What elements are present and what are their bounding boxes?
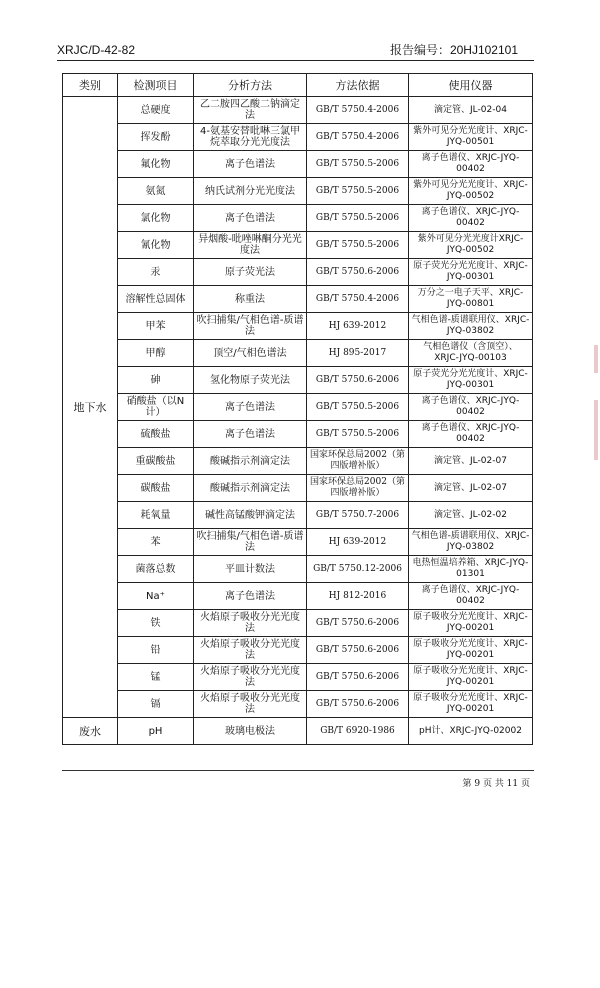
item-cell: 铅 <box>118 637 194 664</box>
item-cell: pH <box>118 718 194 745</box>
basis-cell: GB/T 5750.5-2006 <box>307 394 409 421</box>
method-cell: 吹扫捕集/气相色谱-质谱法 <box>194 313 307 340</box>
table-row <box>63 151 533 178</box>
table-row <box>63 340 533 367</box>
basis-cell: GB/T 5750.5-2006 <box>307 232 409 259</box>
item-cell: 砷 <box>118 367 194 394</box>
item-cell: 碳酸盐 <box>118 475 194 502</box>
basis-cell: 国家环保总局2002（第四版增补版） <box>307 475 409 502</box>
header-item: 检测项目 <box>118 74 194 97</box>
method-cell: 原子荧光法 <box>194 259 307 286</box>
scan-edge-mark <box>594 345 598 373</box>
instrument-cell: 离子色谱仪、XRJC-JYQ-00402 <box>409 583 533 610</box>
basis-cell: GB/T 5750.6-2006 <box>307 367 409 394</box>
table-row <box>63 610 533 637</box>
method-cell: 离子色谱法 <box>194 151 307 178</box>
basis-cell: GB/T 5750.4-2006 <box>307 97 409 124</box>
table-row <box>63 313 533 340</box>
basis-cell: GB/T 5750.5-2006 <box>307 421 409 448</box>
instrument-cell: 万分之一电子天平、XRJC-JYQ-00801 <box>409 286 533 313</box>
basis-cell: GB/T 5750.5-2006 <box>307 178 409 205</box>
method-cell: 乙二胺四乙酸二钠滴定法 <box>194 97 307 124</box>
table-row <box>63 232 533 259</box>
header-instrument: 使用仪器 <box>409 74 533 97</box>
method-cell: 火焰原子吸收分光光度法 <box>194 691 307 718</box>
table-row <box>63 367 533 394</box>
scan-edge-mark <box>594 400 598 460</box>
item-cell: 耗氧量 <box>118 502 194 529</box>
instrument-cell: 原子吸收分光光度计、XRJC-JYQ-00201 <box>409 610 533 637</box>
table-row <box>63 421 533 448</box>
method-cell: 称重法 <box>194 286 307 313</box>
document-code: XRJC/D-42-82 <box>57 43 136 57</box>
basis-cell: GB/T 5750.6-2006 <box>307 637 409 664</box>
item-cell: Na⁺ <box>118 583 194 610</box>
table-row <box>63 124 533 151</box>
method-cell: 4-氨基安替吡啉三氯甲烷萃取分光光度法 <box>194 124 307 151</box>
method-cell: 异烟酸-吡唑啉酮分光光度法 <box>194 232 307 259</box>
instrument-cell: pH计、XRJC-JYQ-02002 <box>409 718 533 745</box>
basis-cell: GB/T 5750.7-2006 <box>307 502 409 529</box>
item-cell: 硫酸盐 <box>118 421 194 448</box>
method-table <box>62 73 533 745</box>
header-basis: 方法依据 <box>307 74 409 97</box>
item-cell: 重碳酸盐 <box>118 448 194 475</box>
page-number: 第 9 页 共 11 页 <box>462 779 530 789</box>
header-divider <box>57 60 534 61</box>
category-cell: 废水 <box>63 718 118 745</box>
instrument-cell: 电热恒温培养箱、XRJC-JYQ-01301 <box>409 556 533 583</box>
instrument-cell: 原子荧光分光光度计、XRJC-JYQ-00301 <box>409 367 533 394</box>
instrument-cell: 滴定管、JL-02-02 <box>409 502 533 529</box>
table-row <box>63 97 533 124</box>
instrument-cell: 原子吸收分光光度计、XRJC-JYQ-00201 <box>409 664 533 691</box>
method-cell: 离子色谱法 <box>194 205 307 232</box>
instrument-cell: 离子色谱仪、XRJC-JYQ-00402 <box>409 394 533 421</box>
header-method: 分析方法 <box>194 74 307 97</box>
method-cell: 碱性高锰酸钾滴定法 <box>194 502 307 529</box>
instrument-cell: 气相色谱-质谱联用仪、XRJC-JYQ-03802 <box>409 529 533 556</box>
basis-cell: GB/T 5750.12-2006 <box>307 556 409 583</box>
table-row <box>63 394 533 421</box>
item-cell: 苯 <box>118 529 194 556</box>
table-row <box>63 556 533 583</box>
method-cell: 离子色谱法 <box>194 394 307 421</box>
instrument-cell: 紫外可见分光光度计、XRJC-JYQ-00501 <box>409 124 533 151</box>
item-cell: 甲醇 <box>118 340 194 367</box>
method-cell: 纳氏试剂分光光度法 <box>194 178 307 205</box>
instrument-cell: 滴定管、JL-02-04 <box>409 97 533 124</box>
header-category: 类别 <box>63 74 118 97</box>
method-cell: 酸碱指示剂滴定法 <box>194 448 307 475</box>
instrument-cell: 原子吸收分光光度计、XRJC-JYQ-00201 <box>409 691 533 718</box>
instrument-cell: 离子色谱仪、XRJC-JYQ-00402 <box>409 151 533 178</box>
item-cell: 挥发酚 <box>118 124 194 151</box>
table-row <box>63 529 533 556</box>
instrument-cell: 离子色谱仪、XRJC-JYQ-00402 <box>409 421 533 448</box>
method-cell: 平皿计数法 <box>194 556 307 583</box>
method-cell: 火焰原子吸收分光光度法 <box>194 637 307 664</box>
item-cell: 氰化物 <box>118 232 194 259</box>
basis-cell: GB/T 5750.5-2006 <box>307 205 409 232</box>
instrument-cell: 紫外可见分光光度计XRJC-JYQ-00502 <box>409 232 533 259</box>
basis-cell: GB/T 5750.6-2006 <box>307 664 409 691</box>
basis-cell: HJ 895-2017 <box>307 340 409 367</box>
basis-cell: GB/T 5750.5-2006 <box>307 151 409 178</box>
basis-cell: GB/T 5750.6-2006 <box>307 691 409 718</box>
basis-cell: HJ 639-2012 <box>307 313 409 340</box>
item-cell: 甲苯 <box>118 313 194 340</box>
table-row <box>63 286 533 313</box>
table-row <box>63 178 533 205</box>
category-cell: 地下水 <box>63 97 118 718</box>
item-cell: 铁 <box>118 610 194 637</box>
instrument-cell: 离子色谱仪、XRJC-JYQ-00402 <box>409 205 533 232</box>
table-row <box>63 637 533 664</box>
method-cell: 吹扫捕集/气相色谱-质谱法 <box>194 529 307 556</box>
item-cell: 氟化物 <box>118 151 194 178</box>
item-cell: 汞 <box>118 259 194 286</box>
table-row <box>63 664 533 691</box>
report-number: 报告编号：20HJ102101 <box>389 43 518 57</box>
method-cell: 玻璃电极法 <box>194 718 307 745</box>
item-cell: 溶解性总固体 <box>118 286 194 313</box>
instrument-cell: 气相色谱仪（含顶空）、XRJC-JYQ-00103 <box>409 340 533 367</box>
instrument-cell: 滴定管、JL-02-07 <box>409 475 533 502</box>
basis-cell: GB/T 5750.6-2006 <box>307 259 409 286</box>
item-cell: 总硬度 <box>118 97 194 124</box>
instrument-cell: 滴定管、JL-02-07 <box>409 448 533 475</box>
basis-cell: GB/T 5750.4-2006 <box>307 286 409 313</box>
item-cell: 菌落总数 <box>118 556 194 583</box>
method-cell: 酸碱指示剂滴定法 <box>194 475 307 502</box>
item-cell: 锰 <box>118 664 194 691</box>
basis-cell: 国家环保总局2002（第四版增补版） <box>307 448 409 475</box>
method-cell: 火焰原子吸收分光光度法 <box>194 610 307 637</box>
item-cell: 氯化物 <box>118 205 194 232</box>
instrument-cell: 气相色谱-质谱联用仪、XRJC-JYQ-03802 <box>409 313 533 340</box>
footer-divider <box>62 770 534 771</box>
method-cell: 离子色谱法 <box>194 421 307 448</box>
item-cell: 镉 <box>118 691 194 718</box>
table-row <box>63 205 533 232</box>
method-cell: 顶空/气相色谱法 <box>194 340 307 367</box>
method-cell: 离子色谱法 <box>194 583 307 610</box>
basis-cell: HJ 639-2012 <box>307 529 409 556</box>
item-cell: 硝酸盐（以N计） <box>118 394 194 421</box>
instrument-cell: 原子吸收分光光度计、XRJC-JYQ-00201 <box>409 637 533 664</box>
basis-cell: GB/T 5750.4-2006 <box>307 124 409 151</box>
method-cell: 火焰原子吸收分光光度法 <box>194 664 307 691</box>
table-row <box>63 259 533 286</box>
item-cell: 氨氮 <box>118 178 194 205</box>
table-header-row <box>63 74 533 97</box>
table-row <box>63 502 533 529</box>
table-row <box>63 691 533 718</box>
instrument-cell: 原子荧光分光光度计、XRJC-JYQ-00301 <box>409 259 533 286</box>
table-row <box>63 583 533 610</box>
table-row <box>63 448 533 475</box>
basis-cell: HJ 812-2016 <box>307 583 409 610</box>
basis-cell: GB/T 5750.6-2006 <box>307 610 409 637</box>
table-row <box>63 718 533 745</box>
method-cell: 氢化物原子荧光法 <box>194 367 307 394</box>
table-row <box>63 475 533 502</box>
basis-cell: GB/T 6920-1986 <box>307 718 409 745</box>
instrument-cell: 紫外可见分光光度计、XRJC-JYQ-00502 <box>409 178 533 205</box>
